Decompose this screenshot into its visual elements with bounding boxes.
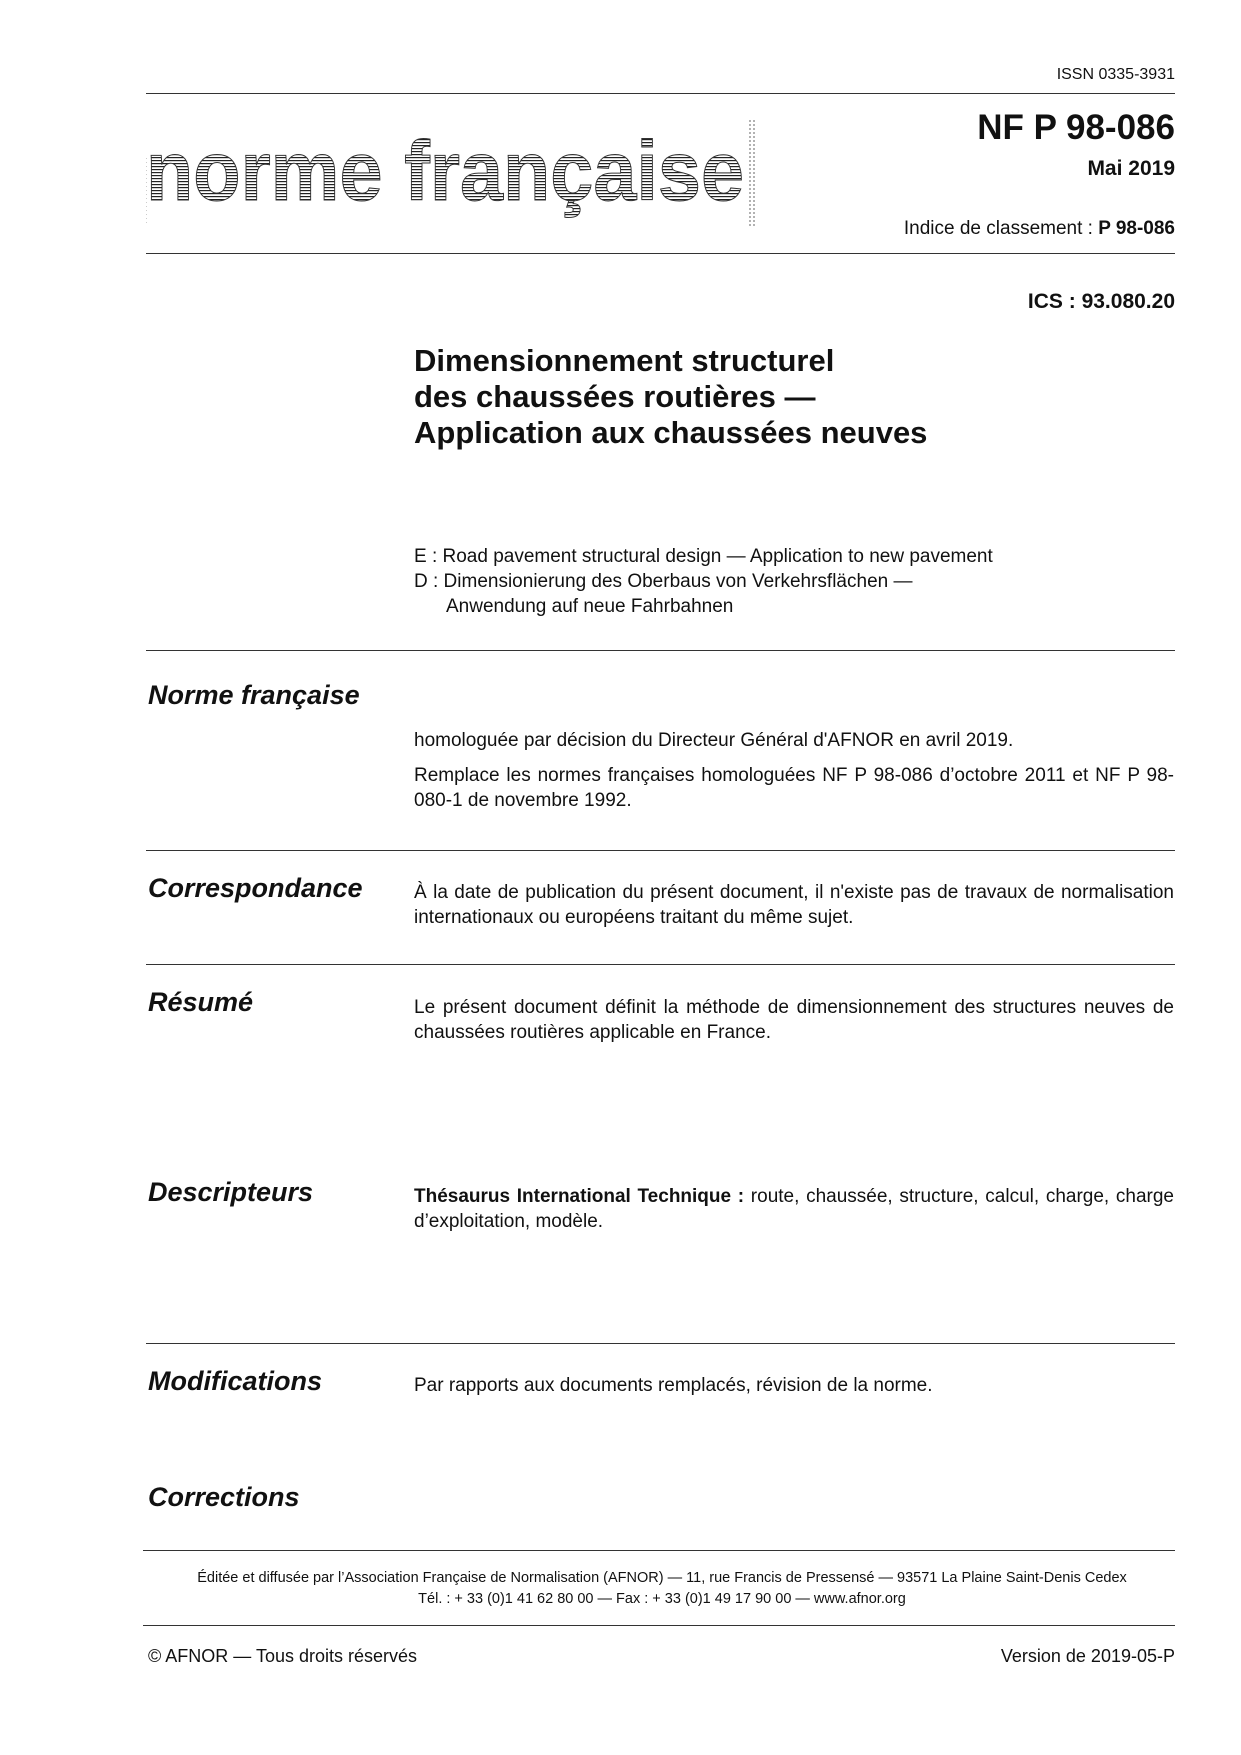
copyright: © AFNOR — Tous droits réservés <box>148 1646 418 1666</box>
publisher-contact: Tél. : + 33 (0)1 41 62 80 00 — Fax : + 33 (0)1 49 17 90 00 — www.afnor.org <box>418 1591 906 1607</box>
descripteurs-keywords: route, chaussée, structure, calcul, charge, charge d’exploitation, modèle. <box>414 1186 1174 1232</box>
title-translations <box>414 544 993 619</box>
standard-code: NF P 98-086 <box>977 108 1175 147</box>
english-title: E : Road pavement structural design — Application to new pavement <box>414 546 993 567</box>
version-label: Version de 2019-05-P <box>1000 1646 1175 1666</box>
modifications-body: Par rapports aux documents remplacés, révision de la norme. <box>414 1375 933 1396</box>
resume-body: Le présent document définit la méthode de dimensionnement des structures neuves de chaussées routières applicable en France. <box>414 997 1174 1043</box>
german-title-line1: D : Dimensionierung des Oberbaus von Verkehrsflächen — <box>414 571 913 592</box>
descripteurs-body <box>414 1184 1174 1234</box>
indice-label: Indice de classement : <box>903 218 1099 239</box>
indice-value: P 98-086 <box>1098 218 1175 239</box>
resume-heading: Résumé <box>148 987 254 1017</box>
correspondance-body: À la date de publication du présent document, il n'existe pas de travaux de normalisation internationaux ou européens traitant du même sujet. <box>414 882 1174 928</box>
header-bottom-rule <box>146 253 1175 254</box>
correspondance-heading: Correspondance <box>148 873 363 903</box>
descripteurs-heading: Descripteurs <box>148 1177 314 1207</box>
homologation-text: homologuée par décision du Directeur Général d'AFNOR en avril 2019. <box>414 730 1014 751</box>
footer-rule <box>143 1550 1175 1551</box>
section-rule <box>146 964 1175 965</box>
title-line: Application aux chaussées neuves <box>414 415 928 450</box>
norme-body <box>414 728 1174 823</box>
logo-text: norme française <box>146 124 744 218</box>
document-title <box>414 343 927 451</box>
section-rule <box>146 850 1175 851</box>
ics-code: ICS : 93.080.20 <box>1027 290 1175 313</box>
publisher-info <box>148 1568 1176 1610</box>
classification-index <box>904 218 1175 240</box>
header-rule <box>146 93 1175 94</box>
issn-number: ISSN 0335-3931 <box>1056 66 1175 83</box>
norme-heading: Norme française <box>148 680 360 710</box>
thesaurus-label: Thésaurus International Technique : <box>414 1186 745 1207</box>
norme-francaise-logo <box>146 118 756 228</box>
publication-date: Mai 2019 <box>1087 157 1175 180</box>
footer-bottom-rule <box>143 1625 1175 1626</box>
corrections-heading: Corrections <box>148 1482 300 1512</box>
title-line: Dimensionnement structurel <box>414 343 835 378</box>
section-rule <box>146 1343 1175 1344</box>
modifications-heading: Modifications <box>148 1366 322 1396</box>
publisher-address: Éditée et diffusée par l’Association Française de Normalisation (AFNOR) — 11, rue Francis de Pressensé — 93571 La Plaine Saint-Denis Cedex <box>197 1570 1127 1586</box>
title-line: des chaussées routières — <box>414 379 816 414</box>
german-title-line2: Anwendung auf neue Fahrbahnen <box>446 596 734 617</box>
replacement-text: Remplace les normes françaises homologuées NF P 98-086 d’octobre 2011 et NF P 98-080-1 de novembre 1992. <box>414 765 1174 811</box>
section-rule <box>146 650 1175 651</box>
